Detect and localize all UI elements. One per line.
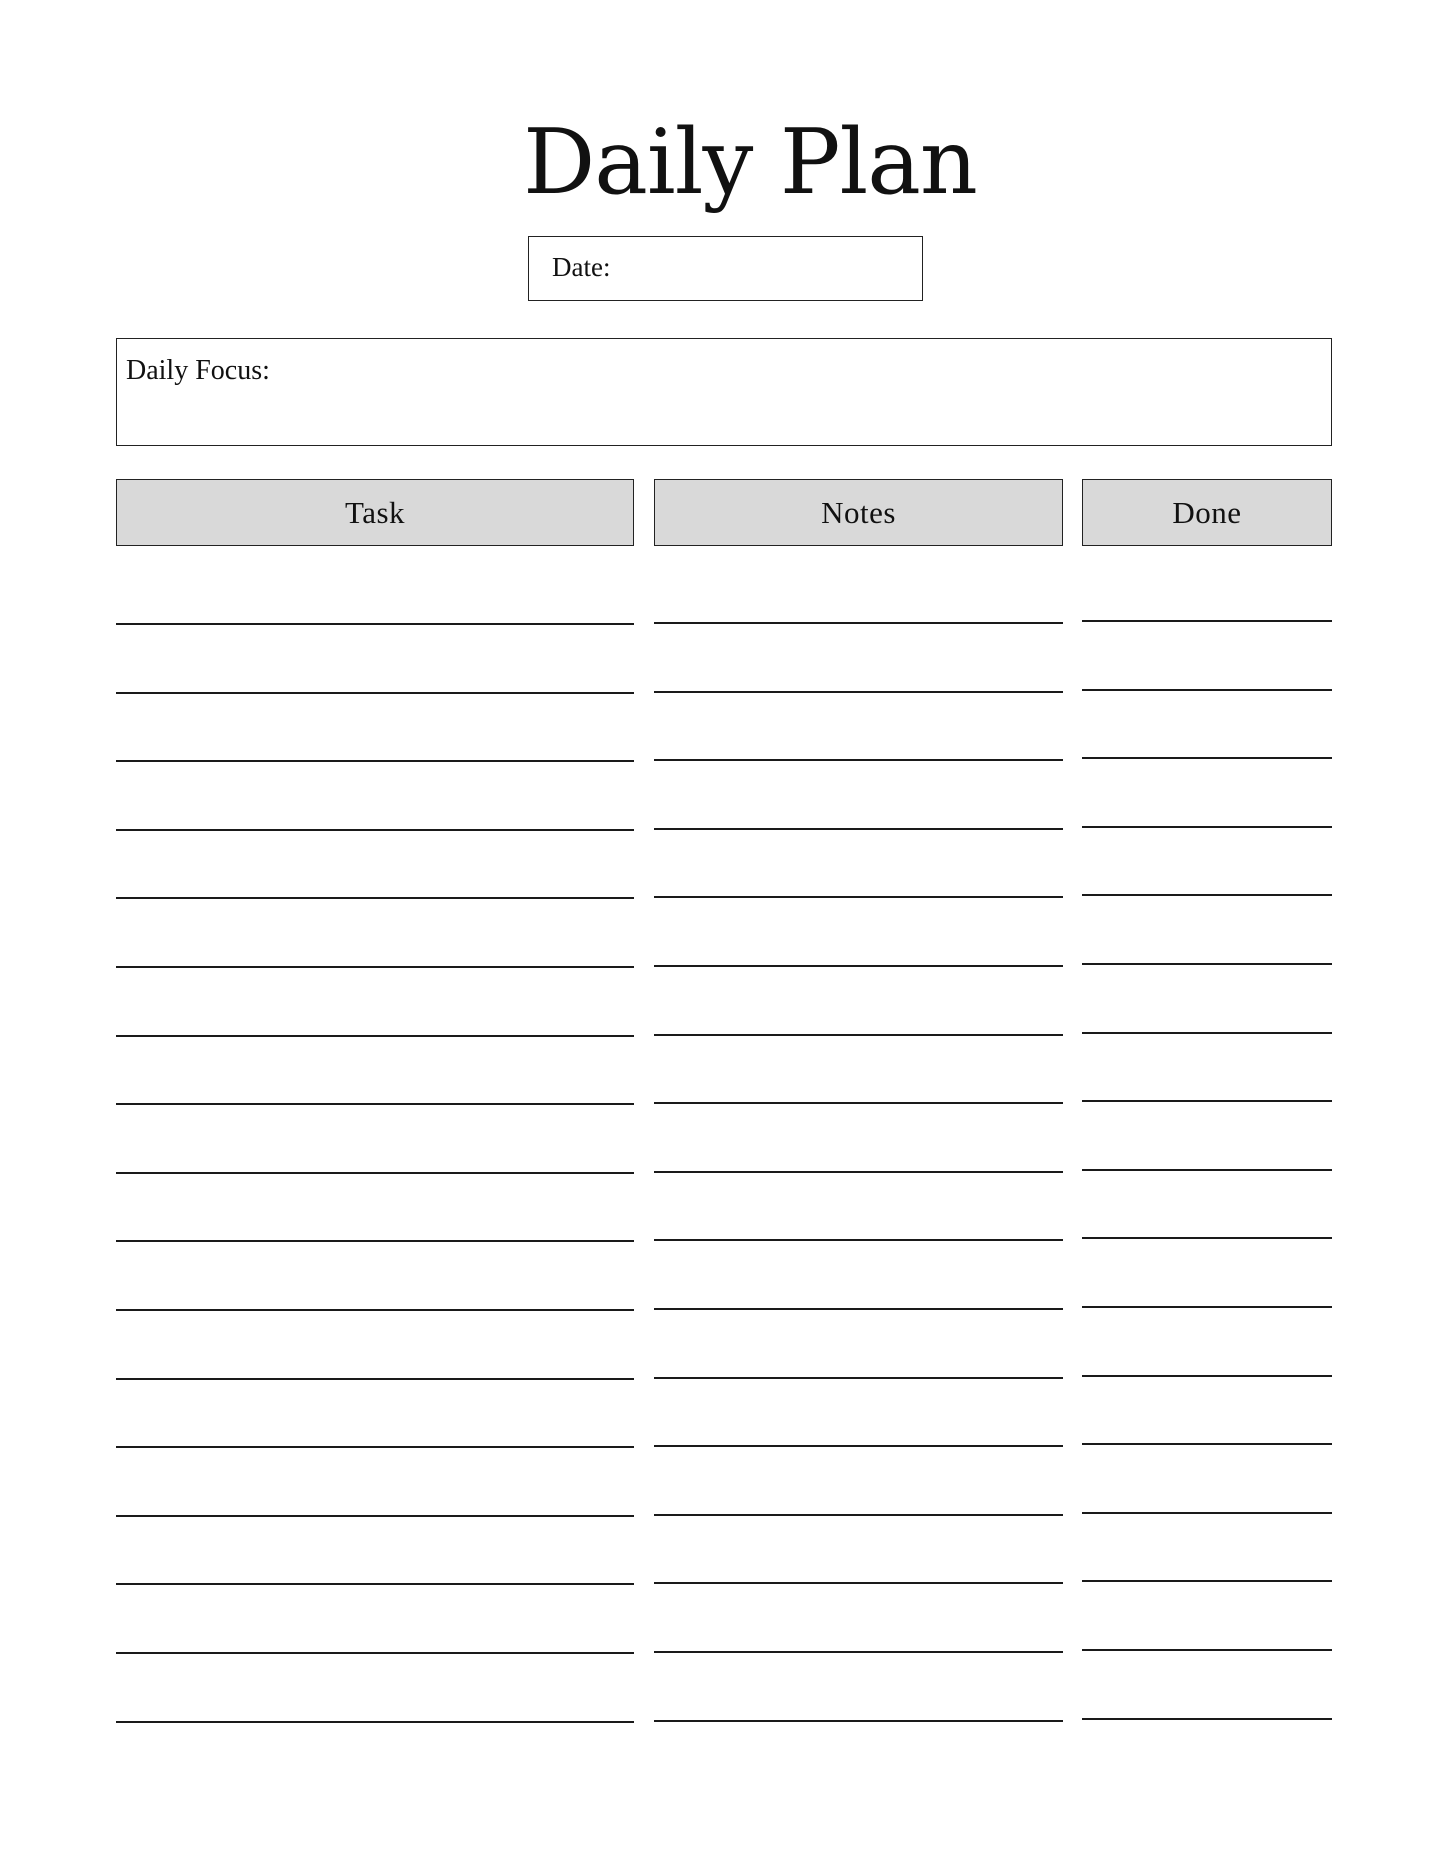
row-11-task-line[interactable] <box>116 1309 634 1311</box>
row-17-notes-line[interactable] <box>654 1720 1063 1722</box>
row-4-done-line[interactable] <box>1082 826 1332 828</box>
row-14-task-line[interactable] <box>116 1515 634 1517</box>
row-10-task-line[interactable] <box>116 1240 634 1242</box>
row-16-notes-line[interactable] <box>654 1651 1063 1653</box>
daily-focus-label: Daily Focus: <box>126 355 270 386</box>
row-10-notes-line[interactable] <box>654 1239 1063 1241</box>
row-10-done-line[interactable] <box>1082 1237 1332 1239</box>
row-9-done-line[interactable] <box>1082 1169 1332 1171</box>
row-5-task-line[interactable] <box>116 897 634 899</box>
row-12-notes-line[interactable] <box>654 1377 1063 1379</box>
row-15-notes-line[interactable] <box>654 1582 1063 1584</box>
daily-focus-field[interactable] <box>116 338 1332 446</box>
row-8-notes-line[interactable] <box>654 1102 1063 1104</box>
row-13-task-line[interactable] <box>116 1446 634 1448</box>
row-3-task-line[interactable] <box>116 760 634 762</box>
row-17-task-line[interactable] <box>116 1721 634 1723</box>
row-5-done-line[interactable] <box>1082 894 1332 896</box>
row-1-done-line[interactable] <box>1082 620 1332 622</box>
column-header-done: Done <box>1082 479 1332 546</box>
row-4-task-line[interactable] <box>116 829 634 831</box>
row-9-task-line[interactable] <box>116 1172 634 1174</box>
row-7-done-line[interactable] <box>1082 1032 1332 1034</box>
row-14-done-line[interactable] <box>1082 1512 1332 1514</box>
row-2-notes-line[interactable] <box>654 691 1063 693</box>
row-8-done-line[interactable] <box>1082 1100 1332 1102</box>
row-12-task-line[interactable] <box>116 1378 634 1380</box>
row-6-task-line[interactable] <box>116 966 634 968</box>
column-header-notes: Notes <box>654 479 1063 546</box>
row-17-done-line[interactable] <box>1082 1718 1332 1720</box>
row-13-notes-line[interactable] <box>654 1445 1063 1447</box>
row-16-task-line[interactable] <box>116 1652 634 1654</box>
row-11-notes-line[interactable] <box>654 1308 1063 1310</box>
row-12-done-line[interactable] <box>1082 1375 1332 1377</box>
column-header-task: Task <box>116 479 634 546</box>
row-14-notes-line[interactable] <box>654 1514 1063 1516</box>
row-13-done-line[interactable] <box>1082 1443 1332 1445</box>
row-2-done-line[interactable] <box>1082 689 1332 691</box>
row-8-task-line[interactable] <box>116 1103 634 1105</box>
row-15-task-line[interactable] <box>116 1583 634 1585</box>
row-3-done-line[interactable] <box>1082 757 1332 759</box>
row-5-notes-line[interactable] <box>654 896 1063 898</box>
row-7-task-line[interactable] <box>116 1035 634 1037</box>
row-4-notes-line[interactable] <box>654 828 1063 830</box>
row-3-notes-line[interactable] <box>654 759 1063 761</box>
row-15-done-line[interactable] <box>1082 1580 1332 1582</box>
row-2-task-line[interactable] <box>116 692 634 694</box>
page-title: Daily Plan <box>523 110 977 215</box>
row-16-done-line[interactable] <box>1082 1649 1332 1651</box>
date-label: Date: <box>552 252 611 282</box>
date-field[interactable] <box>528 236 923 301</box>
row-6-done-line[interactable] <box>1082 963 1332 965</box>
row-7-notes-line[interactable] <box>654 1034 1063 1036</box>
row-11-done-line[interactable] <box>1082 1306 1332 1308</box>
row-6-notes-line[interactable] <box>654 965 1063 967</box>
row-1-notes-line[interactable] <box>654 622 1063 624</box>
row-9-notes-line[interactable] <box>654 1171 1063 1173</box>
row-1-task-line[interactable] <box>116 623 634 625</box>
